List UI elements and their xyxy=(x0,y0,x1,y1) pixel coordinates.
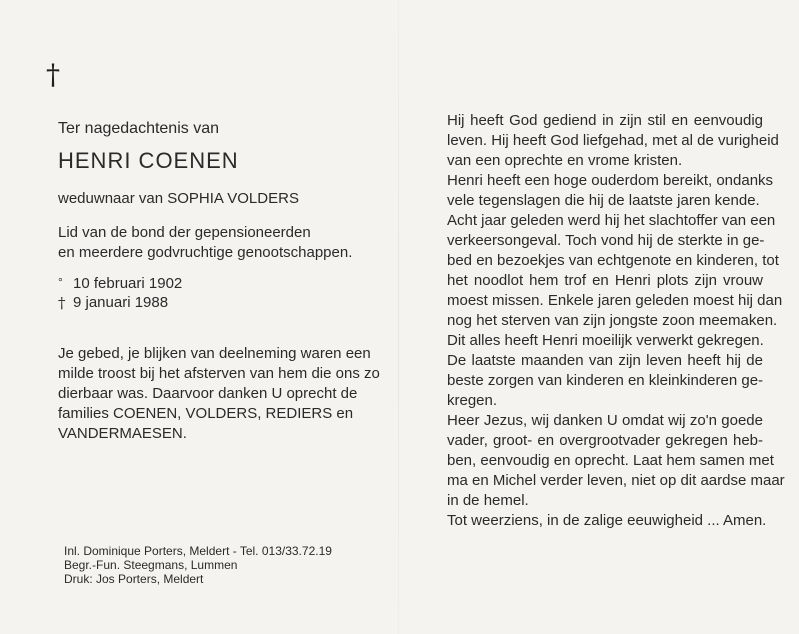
thanks-line: milde troost bij het afsterven van hem die ons zo xyxy=(58,365,380,382)
tribute-line: bed en bezoekjes van echtgenote en kinderen, tot xyxy=(447,252,779,269)
tribute-line: verkeersongeval. Toch vond hij de sterkte in ge- xyxy=(447,232,765,249)
thanks-line: VANDERMAESEN. xyxy=(58,425,187,442)
tribute-line: kregen. xyxy=(447,392,498,409)
tribute-line: in de hemel. xyxy=(447,492,529,509)
tribute-line: Tot weerziens, in de zalige eeuwigheid ... Amen. xyxy=(447,512,767,529)
tribute-line: Acht jaar geleden werd hij het slachtoffer van een xyxy=(447,212,776,229)
birth-symbol: ° xyxy=(58,275,63,289)
thanks-paragraph xyxy=(58,344,388,444)
thanks-line: dierbaar was. Daarvoor danken U oprecht de xyxy=(58,385,358,402)
birth-date: 10 februari 1902 xyxy=(73,275,183,292)
tribute-line: vader, groot- en overgrootvader gekregen heb- xyxy=(447,432,763,449)
cross-icon: † xyxy=(46,58,60,91)
tribute-text xyxy=(447,111,785,531)
credit-line: Druk: Jos Porters, Meldert xyxy=(64,572,204,586)
credit-line: Inl. Dominique Porters, Meldert - Tel. 013/33.72.19 xyxy=(64,544,332,558)
tribute-line: Henri heeft een hoge ouderdom bereikt, ondanks xyxy=(447,172,774,189)
membership-line-2: en meerdere godvruchtige genootschappen. xyxy=(58,244,353,261)
tribute-line: beste zorgen van kinderen en kleinkinderen ge- xyxy=(447,372,764,389)
membership-line-1: Lid van de bond der gepensioneerden xyxy=(58,224,311,241)
thanks-line: Je gebed, je blijken van deelneming waren een xyxy=(58,345,371,362)
tribute-line: leven. Hij heeft God liefgehad, met al de vurigheid xyxy=(447,132,779,149)
death-date: 9 januari 1988 xyxy=(73,294,169,311)
thanks-line: families COENEN, VOLDERS, REDIERS en xyxy=(58,405,354,422)
tribute-line: vele tegenslagen die hij de laatste jaren kende. xyxy=(447,192,760,209)
widower-of-line: weduwnaar van SOPHIA VOLDERS xyxy=(58,190,299,207)
death-symbol: † xyxy=(58,294,66,312)
printer-credits xyxy=(64,544,332,586)
tribute-line: het noodlot hem trof en Henri plots zijn vrouw xyxy=(447,272,763,289)
tribute-line: Hij heeft God gediend in zijn stil en eenvoudig xyxy=(447,112,763,129)
tribute-line: nog het sterven van zijn jongste zoon meemaken. xyxy=(447,312,778,329)
tribute-line: De laatste maanden van zijn leven heeft hij de xyxy=(447,352,763,369)
in-memory-heading: Ter nagedachtenis van xyxy=(58,120,219,137)
tribute-line: van een oprechte en vrome kristen. xyxy=(447,152,683,169)
fold-line xyxy=(398,0,399,634)
tribute-line: Dit alles heeft Henri moeilijk verwerkt gekregen. xyxy=(447,332,764,349)
credit-line: Begr.-Fun. Steegmans, Lummen xyxy=(64,558,238,572)
tribute-line: ben, eenvoudig en oprecht. Laat hem samen met xyxy=(447,452,774,469)
tribute-line: ma en Michel verder leven, niet op dit aardse maar xyxy=(447,472,785,489)
deceased-name: HENRI COENEN xyxy=(58,148,239,173)
tribute-line: moest missen. Enkele jaren geleden moest hij dan xyxy=(447,292,783,309)
tribute-line: Heer Jezus, wij danken U omdat wij zo'n goede xyxy=(447,412,763,429)
